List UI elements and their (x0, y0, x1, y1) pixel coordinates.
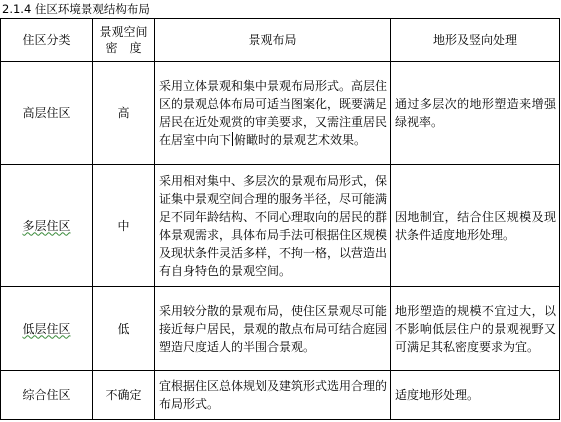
section-heading: 2.1.4 住区环境景观结构布局 (2, 2, 150, 16)
landscape-layout-table (0, 18, 560, 420)
row-layout-mid: 采用相对集中、多层次的景观布局形式，保证集中景观空间合理的服务半径，尽可能满足不同年龄结构、不同心理取向的居民的群体景观需求，具体布局手法可根据住区规模及现状条件灵活多样，不拘一格，以营造出有自身特色的景观空间。 (155, 165, 391, 287)
row-layout-mixed: 宜根据住区总体规划及建筑形式选用合理的布局形式。 (155, 371, 391, 420)
row-type-mid-text: 多层住区 (22, 218, 71, 233)
row-layout-high-text-b: 俯瞰时的景观艺术效果。 (234, 133, 367, 147)
row-layout-high (155, 62, 391, 165)
row-type-high: 高层住区 (1, 62, 93, 165)
row-type-low-text: 低层住区 (22, 321, 71, 336)
row-type-mixed: 综合住区 (1, 371, 93, 420)
table-row (1, 287, 560, 371)
row-density-mixed: 不确定 (93, 371, 155, 420)
text-cursor (232, 132, 233, 146)
row-terrain-mixed: 适度地形处理。 (391, 371, 560, 420)
table-header-row (1, 19, 560, 62)
row-terrain-low: 地形塑造的规模不宜过大，以不影响低层住户的景观视野又可满足其私密度要求为宜。 (391, 287, 560, 371)
table-row (1, 165, 560, 287)
row-terrain-high: 通过多层次的地形塑造来增强绿视率。 (391, 62, 560, 165)
row-density-low: 低 (93, 287, 155, 371)
header-terrain: 地形及竖向处理 (391, 19, 560, 62)
row-terrain-mid: 因地制宜，结合住区规模及现状条件适度地形处理。 (391, 165, 560, 287)
header-density-line1: 景观空间 (99, 25, 148, 39)
header-layout: 景观布局 (155, 19, 391, 62)
header-density-line2: 密 度 (105, 41, 142, 55)
row-density-high: 高 (93, 62, 155, 165)
row-layout-high-text-a: 采用立体景观和集中景观布局形式。高层住区的景观总体布局可适当图案化，既要满足居民在近处观赏的审美要求，又需注重居民在居室中向下 (159, 79, 388, 147)
header-density (93, 19, 155, 62)
row-layout-low: 采用较分散的景观布局，使住区景观尽可能接近每户居民，景观的散点布局可结合庭园塑造尺度适人的半围合景观。 (155, 287, 391, 371)
table-row (1, 62, 560, 165)
table-row (1, 371, 560, 420)
header-type: 住区分类 (1, 19, 93, 62)
row-type-low (1, 287, 93, 371)
row-type-mid (1, 165, 93, 287)
row-density-mid: 中 (93, 165, 155, 287)
